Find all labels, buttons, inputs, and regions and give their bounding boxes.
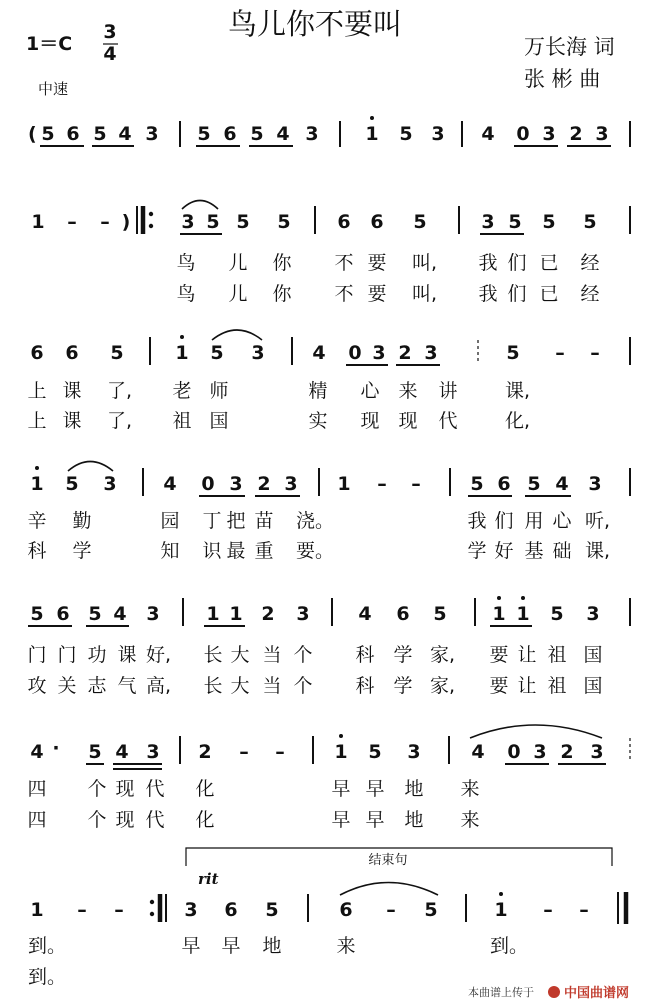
lyric: 个 [87, 809, 107, 831]
lyric: 们 [507, 283, 527, 305]
lyric: 用 [524, 510, 544, 532]
note: 5 [210, 342, 224, 364]
note: 4 [30, 741, 44, 763]
note: 4 [115, 741, 129, 763]
lyric: 苗 [254, 510, 274, 532]
note: 3 [481, 211, 495, 233]
lyric: 地 [404, 778, 424, 800]
lyric: 不 [334, 283, 354, 305]
note: 5 [399, 123, 413, 145]
note: 1 [334, 741, 348, 763]
note: 3 [590, 741, 604, 763]
lyric: 课, [585, 540, 611, 562]
note: 3 [146, 741, 160, 763]
composer-credit: 张 彬 曲 [524, 67, 601, 91]
note: 4 [113, 603, 127, 625]
lyric: 儿 [228, 252, 248, 274]
note: 2 [198, 741, 212, 763]
lyric: 课 [117, 644, 137, 666]
lyric: 化, [505, 410, 531, 432]
note: 3 [372, 342, 386, 364]
note: 3 [588, 473, 602, 495]
line-6 [27, 725, 630, 831]
lyric: 地 [404, 809, 424, 831]
lyric: 早 [181, 935, 201, 957]
lyric: 当 [262, 675, 282, 697]
lyric: 要 [489, 644, 509, 666]
note: 2 [257, 473, 271, 495]
lyric: 经 [580, 283, 600, 305]
lyric: 地 [262, 935, 282, 957]
note: 6 [337, 211, 351, 233]
lyric: 科 [355, 675, 375, 697]
note: 1 [30, 473, 44, 495]
lyric: 学 [72, 540, 92, 562]
high-octave-dot [35, 466, 39, 470]
note: 4 [163, 473, 177, 495]
note: 5 [206, 211, 220, 233]
note: 5 [368, 741, 382, 763]
note: 5 [506, 342, 520, 364]
lyric: 师 [209, 380, 229, 402]
note: 4 [312, 342, 326, 364]
lyric: 了, [107, 410, 133, 432]
note: 5 [236, 211, 250, 233]
lyric: 老 [172, 380, 192, 402]
note: 5 [508, 211, 522, 233]
lyric: 不 [334, 252, 354, 274]
lyric: 祖 [172, 410, 192, 432]
note: 1 [206, 603, 220, 625]
repeat-dot [149, 224, 153, 228]
slur [182, 201, 218, 210]
lyric: 们 [507, 252, 527, 274]
lyric: 到。 [28, 966, 67, 988]
lyric: 鸟 [176, 283, 196, 305]
note: 1 [516, 603, 530, 625]
note: 3 [407, 741, 421, 763]
lyric: 长 [203, 644, 223, 666]
lyric: 把 [226, 510, 246, 532]
note: 6 [223, 123, 237, 145]
lyric: 儿 [228, 283, 248, 305]
note: 5 [433, 603, 447, 625]
lyric: 关 [57, 675, 77, 697]
note: 3 [146, 603, 160, 625]
lyric: 科 [27, 540, 47, 562]
dash: – [543, 899, 553, 921]
lyricist-credit: 万长海 词 [524, 35, 615, 59]
slur [340, 883, 438, 896]
note: 1 [365, 123, 379, 145]
lyric: 来 [398, 380, 418, 402]
note: 4 [276, 123, 290, 145]
lyric: 我 [478, 283, 498, 305]
note: 1 [30, 899, 44, 921]
note: 6 [224, 899, 238, 921]
note: 5 [41, 123, 55, 145]
site-name: 中国曲谱网 [564, 986, 630, 1001]
note: 3 [251, 342, 265, 364]
lyric: 已 [539, 283, 559, 305]
lyric: 心 [360, 380, 380, 402]
lyric: 学 [393, 675, 413, 697]
note: 2 [398, 342, 412, 364]
note: 5 [65, 473, 79, 495]
lyric: 课, [505, 380, 531, 402]
lyric: 大 [230, 675, 250, 697]
augmentation-dot: · [52, 737, 60, 759]
lyric: 功 [87, 644, 107, 666]
lyric: 科 [355, 644, 375, 666]
lyric: 化 [195, 809, 215, 831]
lyric: 要。 [296, 540, 335, 562]
note: 6 [56, 603, 70, 625]
note: 4 [471, 741, 485, 763]
dash: – [239, 741, 249, 763]
dash: – [579, 899, 589, 921]
lyric: 丁 [202, 510, 222, 532]
lyric: 叫, [412, 252, 438, 274]
lyric: 气 [117, 675, 137, 697]
time-signature-top: 3 [103, 21, 117, 43]
note: 0 [516, 123, 530, 145]
lyric: 要 [367, 252, 387, 274]
footer-watermark [468, 985, 629, 1001]
note: 5 [93, 123, 107, 145]
dash: – [555, 342, 565, 364]
note: 3 [533, 741, 547, 763]
lyric: 让 [517, 644, 537, 666]
note: 5 [110, 342, 124, 364]
lyric: 上 [27, 380, 47, 402]
note: 3 [424, 342, 438, 364]
high-octave-dot [499, 892, 503, 896]
lyric: 化 [195, 778, 215, 800]
lyric: 门 [57, 644, 77, 666]
lyric: 们 [494, 510, 514, 532]
ritardando-marking: rit [198, 870, 219, 888]
note: 6 [339, 899, 353, 921]
note: 3 [296, 603, 310, 625]
note: 5 [30, 603, 44, 625]
note: 5 [583, 211, 597, 233]
lyric: 长 [203, 675, 223, 697]
note: 5 [542, 211, 556, 233]
lyric: 讲 [438, 380, 458, 402]
note: 3 [229, 473, 243, 495]
lyric: 志 [87, 675, 107, 697]
lyric: 早 [331, 778, 351, 800]
lyric: 学 [467, 540, 487, 562]
lyric: 现 [360, 410, 380, 432]
repeat-dot [149, 212, 153, 216]
lyric: 来 [460, 809, 480, 831]
lyric: 你 [272, 283, 292, 305]
dash: – [590, 342, 600, 364]
lyric: 识 [202, 540, 222, 562]
lyric: 个 [293, 675, 313, 697]
lyric: 门 [27, 644, 47, 666]
lyric: 要 [367, 283, 387, 305]
dash: – [377, 473, 387, 495]
slur [68, 462, 113, 472]
lyric: 早 [221, 935, 241, 957]
lyric: 国 [583, 675, 603, 697]
lyric: 个 [87, 778, 107, 800]
high-octave-dot [370, 116, 374, 120]
ending-label: 结束句 [368, 853, 408, 868]
note: 4 [481, 123, 495, 145]
lyric: 础 [552, 540, 572, 562]
lyric: 个 [293, 644, 313, 666]
lyric: 我 [467, 510, 487, 532]
line-4 [27, 462, 630, 563]
dash: – [411, 473, 421, 495]
note: 1 [31, 211, 45, 233]
dash: – [100, 211, 110, 233]
lyric: 到。 [28, 935, 67, 957]
lyric: 国 [209, 410, 229, 432]
time-signature-bottom: 4 [103, 43, 117, 65]
lyric: 好 [494, 540, 514, 562]
lyric: 高, [146, 675, 172, 697]
note: 3 [431, 123, 445, 145]
lyric: 现 [398, 410, 418, 432]
upload-text: 本曲谱上传于 [468, 986, 534, 999]
lyric: 代 [145, 809, 165, 831]
note: 6 [66, 123, 80, 145]
key-signature: 1＝C [26, 33, 73, 55]
lyric: 现 [115, 778, 135, 800]
lyric: 现 [115, 809, 135, 831]
note: 0 [348, 342, 362, 364]
lyric: 课 [62, 380, 82, 402]
note: 2 [261, 603, 275, 625]
dash: – [67, 211, 77, 233]
lyric: 听, [585, 510, 611, 532]
lyric: 到。 [490, 935, 529, 957]
lyric: 叫, [412, 283, 438, 305]
dash: – [114, 899, 124, 921]
note: 2 [560, 741, 574, 763]
lyric: 攻 [27, 675, 47, 697]
note: 5 [250, 123, 264, 145]
note: 0 [507, 741, 521, 763]
lyric: 鸟 [176, 252, 196, 274]
lyric: 精 [308, 380, 328, 402]
repeat-dot [150, 900, 154, 904]
lyric: 心 [552, 510, 572, 532]
line-7 [28, 848, 626, 988]
lyric: 经 [580, 252, 600, 274]
dash: – [77, 899, 87, 921]
lyric: 代 [145, 778, 165, 800]
line-5 [27, 596, 630, 697]
note: 3 [595, 123, 609, 145]
lyric: 早 [365, 809, 385, 831]
note: 3 [145, 123, 159, 145]
note: 3 [181, 211, 195, 233]
lyric: 实 [308, 410, 328, 432]
note: 1 [494, 899, 508, 921]
note: 6 [370, 211, 384, 233]
lyric: 知 [160, 540, 180, 562]
note: 1 [229, 603, 243, 625]
note: 5 [470, 473, 484, 495]
line-2 [31, 201, 630, 306]
lyric: 来 [336, 935, 356, 957]
high-octave-dot [180, 335, 184, 339]
note: 4 [118, 123, 132, 145]
tilde-dash: – [386, 899, 396, 921]
repeat-dot [150, 912, 154, 916]
note: 4 [555, 473, 569, 495]
dash: – [275, 741, 285, 763]
tempo-marking: 中速 [38, 80, 69, 98]
note: 1 [175, 342, 189, 364]
note: 2 [569, 123, 583, 145]
high-octave-dot [497, 596, 501, 600]
note: 3 [586, 603, 600, 625]
line-1 [28, 116, 630, 147]
note: 5 [88, 741, 102, 763]
lyric: 学 [393, 644, 413, 666]
lyric: 浇。 [296, 510, 335, 532]
lyric: 了, [107, 380, 133, 402]
note: 0 [201, 473, 215, 495]
lyric: 上 [27, 410, 47, 432]
note: 4 [358, 603, 372, 625]
note: 5 [88, 603, 102, 625]
lyric: 家, [430, 644, 456, 666]
lyric: 重 [254, 540, 274, 562]
note: 1 [492, 603, 506, 625]
note: 5 [550, 603, 564, 625]
high-octave-dot [339, 734, 343, 738]
lyric: 国 [583, 644, 603, 666]
note: 6 [65, 342, 79, 364]
note: 1 [337, 473, 351, 495]
lyric: 最 [226, 540, 246, 562]
slur [470, 725, 602, 738]
lyric: 早 [365, 778, 385, 800]
note: ) [121, 211, 131, 233]
lyric: 来 [460, 778, 480, 800]
line-3 [27, 330, 630, 432]
note: 5 [197, 123, 211, 145]
site-logo-icon [548, 986, 560, 998]
lyric: 代 [438, 410, 458, 432]
note: 5 [527, 473, 541, 495]
high-octave-dot [521, 596, 525, 600]
lyric: 基 [524, 540, 544, 562]
slur [212, 330, 262, 340]
lyric: 祖 [547, 675, 567, 697]
lyric: 当 [262, 644, 282, 666]
note: ( [28, 123, 37, 145]
lyric: 祖 [547, 644, 567, 666]
lyric: 你 [272, 252, 292, 274]
lyric: 已 [539, 252, 559, 274]
note: 3 [103, 473, 117, 495]
note: 5 [424, 899, 438, 921]
lyric: 辛 [27, 510, 47, 532]
note: 6 [497, 473, 511, 495]
note: 5 [413, 211, 427, 233]
lyric: 课 [62, 410, 82, 432]
note: 3 [542, 123, 556, 145]
lyric: 勤 [72, 510, 92, 532]
lyric: 四 [27, 778, 47, 800]
lyric: 要 [489, 675, 509, 697]
note: 6 [30, 342, 44, 364]
song-title: 鸟儿你不要叫 [228, 7, 403, 41]
lyric: 大 [230, 644, 250, 666]
lyric: 早 [331, 809, 351, 831]
lyric: 让 [517, 675, 537, 697]
note: 3 [305, 123, 319, 145]
note: 3 [284, 473, 298, 495]
lyric: 我 [478, 252, 498, 274]
note: 3 [184, 899, 198, 921]
note: 5 [277, 211, 291, 233]
lyric: 家, [430, 675, 456, 697]
lyric: 园 [160, 510, 180, 532]
lyric: 四 [27, 809, 47, 831]
note: 6 [396, 603, 410, 625]
lyric: 好, [146, 644, 172, 666]
note: 5 [265, 899, 279, 921]
